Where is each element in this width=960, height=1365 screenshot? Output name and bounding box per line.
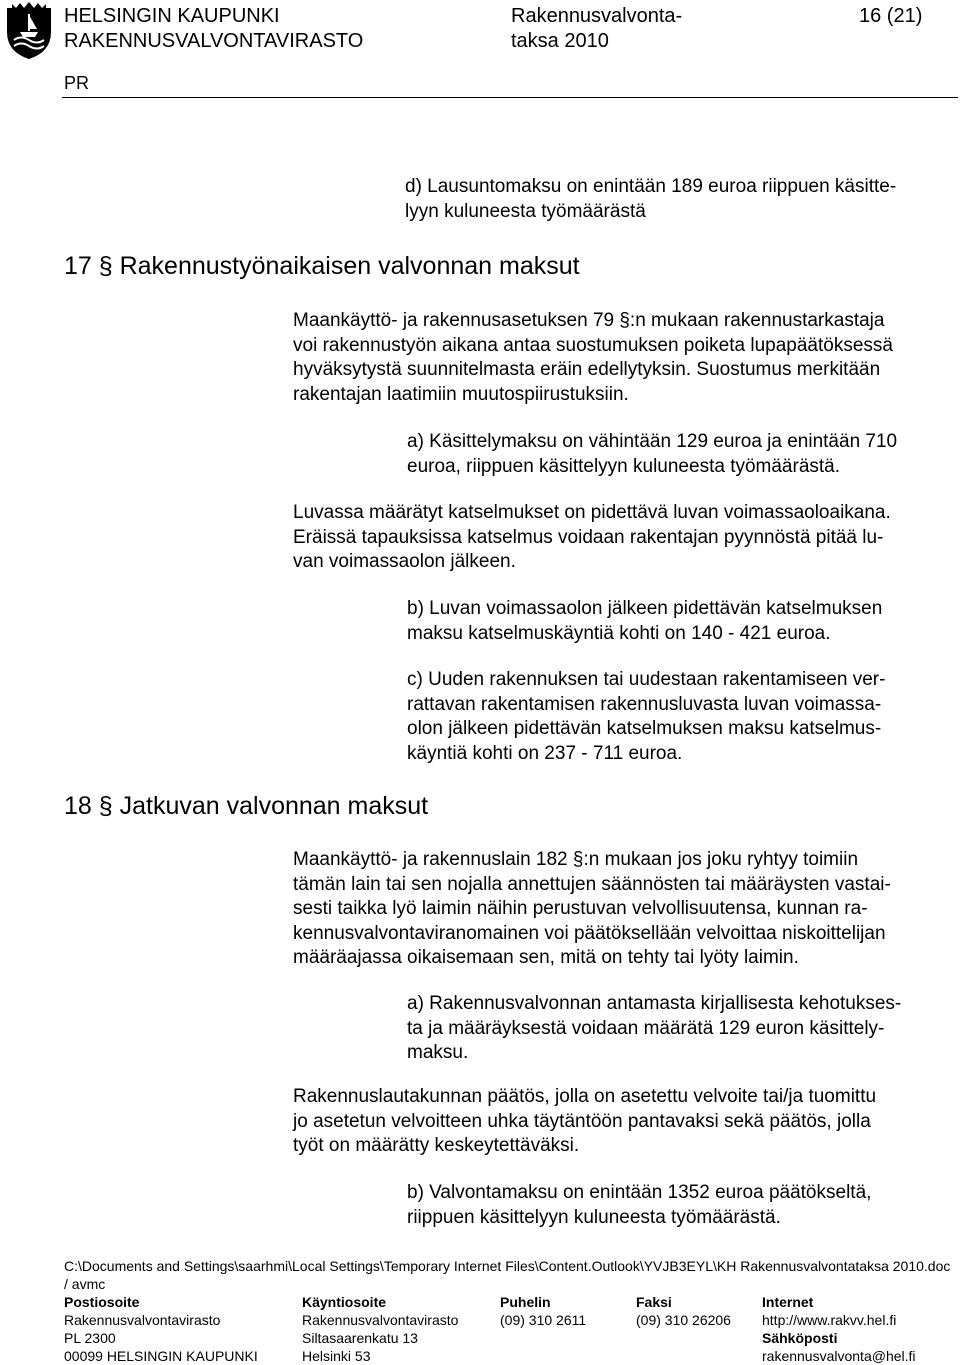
helsinki-crest-logo [4, 2, 54, 60]
file-path: C:\Documents and Settings\saarhmi\Local Settings\Temporary Internet Files\Content.Outlook\YVJB3EYL\KH Rakennusvalvontataksa 2010.doc [64, 1258, 951, 1274]
section-18-heading: 18 § Jatkuvan valvonnan maksut [64, 792, 429, 820]
section-18-item-a: a) Rakennusvalvonnan antamasta kirjallisesta kehotukses- ta ja määräyksestä voidaan määrätä 129 euron käsittely- maksu. [407, 993, 902, 1063]
section-18-decision: Rakennuslautakunnan päätös, jolla on asetettu velvoite tai/ja tuomittu jo asetetun velvoitteen uhka täytäntöön pantavaksi sekä päätös, jolla työt on määrätty keskeytettäväksi. [293, 1086, 877, 1156]
footer-visiting-address: Käyntiosoite Rakennusvalvontavirasto Siltasaarenkatu 13 Helsinki 53 [302, 1294, 459, 1364]
email-link[interactable]: rakennusvalvonta@hel.fi [762, 1348, 916, 1364]
header-divider [62, 97, 958, 98]
lausuntomaksu-item: d) Lausuntomaksu on enintään 189 euroa riippuen käsitte- lyyn kuluneesta työmäärästä [405, 176, 897, 222]
section-18-intro: Maankäyttö- ja rakennuslain 182 §:n mukaan jos joku ryhtyy toimiin tämän lain tai sen nojalla annettujen säännösten tai määräysten vastai- sesti taikka lyö laimin näihin perustuvan velvollisuutensa, kunnan ra- kennusvalvontaviranomainen voi päätöksellään velvoittaa niskoittelijan määräajassa oikaisemaan sen, mitä on tehty tai lyöty laimin. [293, 849, 891, 968]
document-title-line2: taksa 2010 [511, 30, 609, 52]
footer-internet: Internet http://www.rakvv.hel.fi Sähköposti rakennusvalvonta@hel.fi [762, 1294, 916, 1364]
footer-phone: Puhelin (09) 310 2611 [500, 1294, 587, 1328]
section-17-heading: 17 § Rakennustyönaikaisen valvonnan maksut [64, 252, 580, 280]
section-17-inspections: Luvassa määrätyt katselmukset on pidettävä luvan voimassaoloaikana. Eräissä tapauksissa katselmus voidaan rakentajan pyynnöstä pitää lu- van voimassaolon jälkeen. [293, 502, 891, 572]
section-17-item-c: c) Uuden rakennuksen tai uudestaan rakentamiseen ver- rattavan rakentamisen rakennusluvasta luvan voimassa- olon jälkeen pidettävän katselmuksen maksu katselmus- käyntiä kohti on 237 - 711 euroa. [407, 669, 886, 764]
org-name: HELSINGIN KAUPUNKI [64, 5, 280, 27]
footer-postal-address: Postiosoite Rakennusvalvontavirasto PL 2300 00099 HELSINGIN KAUPUNKI [64, 1294, 258, 1364]
author-initials: / avmc [64, 1276, 106, 1292]
section-17-item-b: b) Luvan voimassaolon jälkeen pidettävän katselmuksen maksu katselmuskäyntiä kohti on 140 - 421 euroa. [407, 598, 883, 644]
section-18-item-b: b) Valvontamaksu on enintään 1352 euroa päätökseltä, riippuen käsittelyyn kuluneesta työmäärästä. [407, 1182, 872, 1228]
department-name: RAKENNUSVALVONTAVIRASTO [64, 30, 364, 52]
document-title-line1: Rakennusvalvonta- [511, 5, 683, 27]
section-17-item-a: a) Käsittelymaksu on vähintään 129 euroa ja enintään 710 euroa, riippuen käsittelyyn kuluneesta työmäärästä. [407, 431, 898, 477]
document-marker: PR [64, 73, 90, 93]
section-17-intro: Maankäyttö- ja rakennusasetuksen 79 §:n mukaan rakennustarkastaja voi rakennustyön aikana antaa suostumuksen poiketa lupapäätöksessä hyväksytystä suunnitelmasta eräin edellytyksin. Suostumus merkitään rakentajan laatimiin muutospiirustuksiin. [293, 310, 893, 405]
footer-fax: Faksi (09) 310 26206 [636, 1294, 731, 1328]
page-number: 16 (21) [859, 5, 923, 27]
website-link[interactable]: http://www.rakvv.hel.fi [762, 1312, 897, 1328]
